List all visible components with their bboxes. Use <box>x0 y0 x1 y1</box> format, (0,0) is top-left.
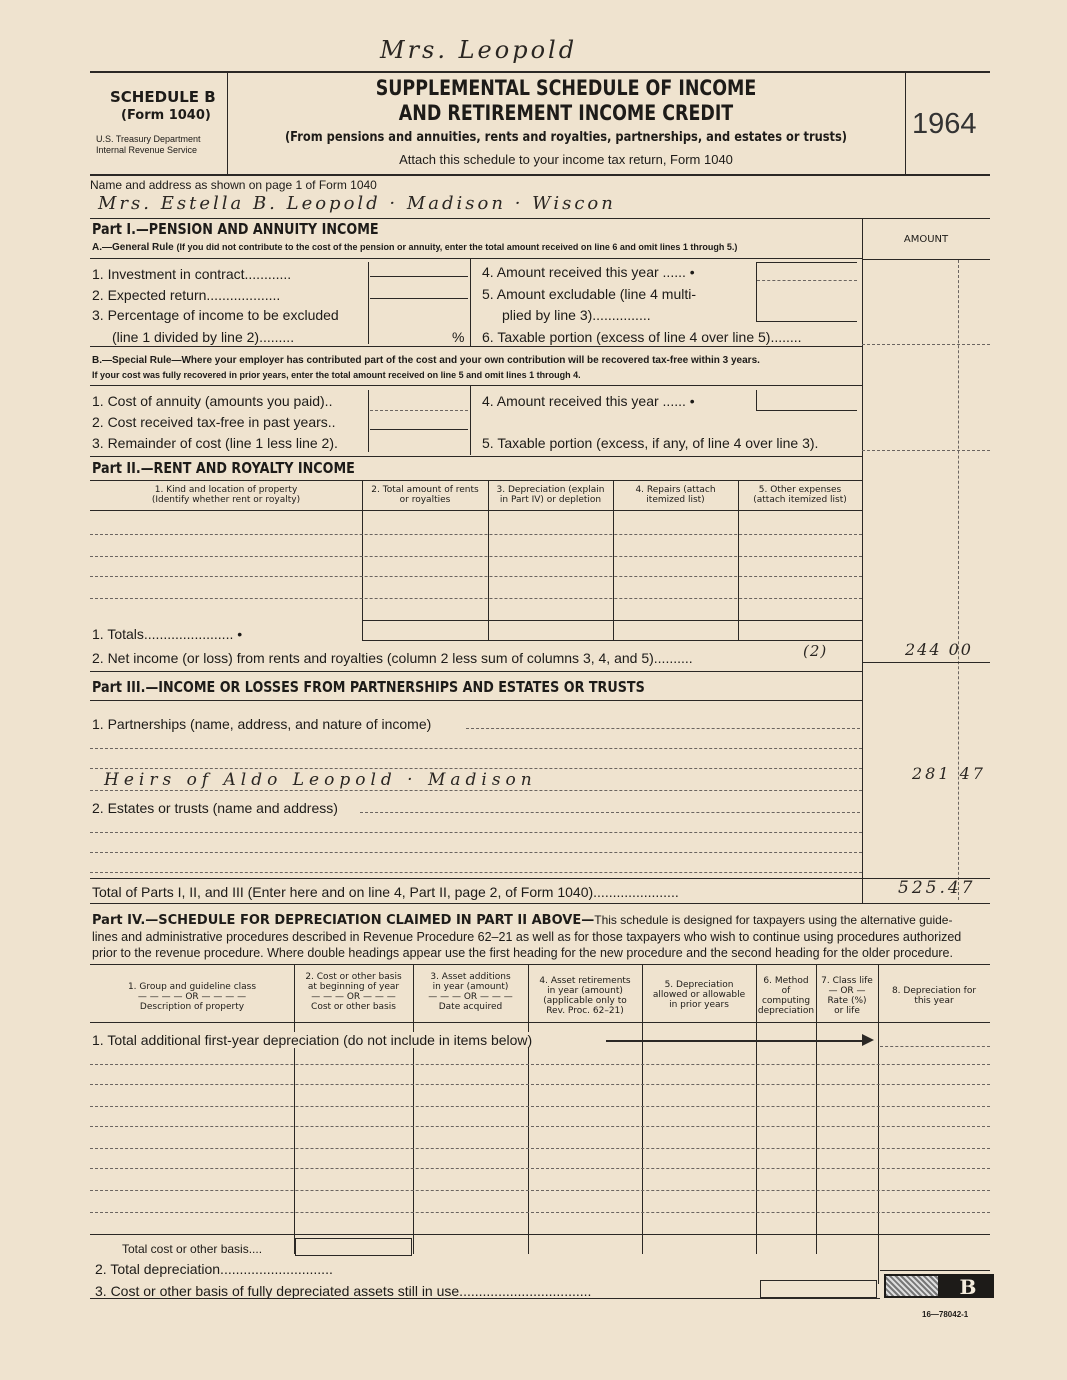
part2-totals-rule <box>362 640 862 641</box>
handwritten-name-address: Mrs. Estella B. Leopold · Madison · Wiscon <box>98 193 616 214</box>
a3a-label: 3. Percentage of income to be excluded <box>92 307 339 323</box>
part4-row-2[interactable] <box>90 1084 990 1085</box>
part4-header-bottom <box>90 1022 990 1023</box>
schedule-label: SCHEDULE B <box>110 88 216 106</box>
a2-field[interactable] <box>370 298 468 299</box>
a6-amount-field[interactable] <box>862 344 990 345</box>
amount-header-rule <box>862 259 990 260</box>
a6-label: 6. Taxable portion (excess of line 4 over line 5)........ <box>482 329 802 345</box>
part1-B-rule <box>90 346 862 347</box>
a4-a5-field[interactable] <box>756 262 857 322</box>
tax-year: 1964 <box>912 108 977 140</box>
schedule-b-badge <box>884 1274 994 1298</box>
part4-row-5[interactable] <box>90 1148 990 1149</box>
total-cost-label: Total cost or other basis.... <box>122 1242 263 1256</box>
badge-letter: B <box>959 1275 977 1299</box>
amount-col-left <box>862 218 863 904</box>
b2-label: 2. Cost received tax-free in past years.. <box>92 414 336 430</box>
part4-l3-label: 3. Cost or other basis of fully depreciated assets still in use.................................. <box>95 1283 592 1299</box>
part2-net-label: 2. Net income (or loss) from rents and royalties (column 2 less sum of columns 3, 4, and 5).......... <box>92 650 693 666</box>
part3-total-rule-top <box>90 878 990 879</box>
name-address-label: Name and address as shown on page 1 of Form 1040 <box>90 178 377 192</box>
part2-col-5: 5. Other expenses (attach itemized list) <box>753 485 847 505</box>
grand-total-amount: 525.47 <box>898 878 976 898</box>
b-field-left <box>368 390 369 452</box>
part4-bottom-rule <box>90 1298 880 1299</box>
part2-row-5 <box>362 620 862 621</box>
b4-field[interactable] <box>756 390 857 411</box>
b2-field[interactable] <box>370 429 468 430</box>
header-top-rule <box>90 71 990 73</box>
part2-row-1[interactable] <box>90 534 862 535</box>
handwritten-top-name: Mrs. Leopold <box>380 36 578 64</box>
part4-l1-label: 1. Total additional first-year depreciation (do not include in items below) <box>92 1032 536 1048</box>
part3-l2-line[interactable] <box>360 812 860 813</box>
part2-col-1: 1. Kind and location of property (Identify whether rent or royalty) <box>151 485 301 505</box>
part2-totals-label: 1. Totals....................... • <box>92 626 243 642</box>
part2-row-2[interactable] <box>90 556 862 557</box>
a1-field[interactable] <box>370 276 468 277</box>
a3-percent: % <box>452 329 465 345</box>
part3-row-1[interactable] <box>90 748 862 749</box>
part4-title-line <box>92 912 997 929</box>
part4-row-8[interactable] <box>90 1212 990 1213</box>
ruleB-label: B.—Special Rule—Where your employer has contributed part of the cost and your own contribution will be recovered tax-free within 3 years. <box>92 355 760 366</box>
part2-row-4[interactable] <box>90 598 862 599</box>
part4-col-7: 7. Class life — OR — Rate (%) or life <box>821 976 873 1016</box>
part4-row-4[interactable] <box>90 1126 990 1127</box>
part3-l1-line[interactable] <box>466 728 860 729</box>
part4-table-top <box>90 964 990 965</box>
part4-desc-1: This schedule is designed for taxpayers using the alternative guide- <box>594 913 953 927</box>
part3-row-2[interactable] <box>90 768 862 769</box>
a4-label: 4. Amount received this year ...... • <box>482 264 695 280</box>
b1-label: 1. Cost of annuity (amounts you paid).. <box>92 393 333 409</box>
b5-amount-field[interactable] <box>862 450 990 451</box>
part2-row-3[interactable] <box>90 576 862 577</box>
part4-l1-arrow-icon <box>862 1034 874 1046</box>
attach-note: Attach this schedule to your income tax return, Form 1040 <box>399 152 733 167</box>
part4-col-8: 8. Depreciation for this year <box>891 986 977 1006</box>
part2-table-top <box>90 480 862 481</box>
form-code: 16—78042-1 <box>922 1310 969 1319</box>
part4-row-9 <box>90 1234 990 1235</box>
grand-total-label: Total of Parts I, II, and III (Enter here and on line 4, Part II, page 2, of Form 1040)...................... <box>92 884 679 900</box>
partnership-entry: Heirs of Aldo Leopold · Madison <box>104 770 537 790</box>
badge-hatch <box>886 1276 938 1296</box>
part2-col-4: 4. Repairs (attach itemized list) <box>635 485 716 505</box>
total-cost-field[interactable] <box>295 1238 412 1256</box>
part4-col-2: 2. Cost or other basis at beginning of year — — — OR — — — Cost or other basis <box>305 972 402 1012</box>
amount-cents-divider <box>958 260 959 900</box>
part4-col-1: 1. Group and guideline class — — — — OR — — — — Description of property <box>127 982 257 1012</box>
part4-desc-2: lines and administrative procedures described in Revenue Procedure 62–21 as well as for those taxpayers who wish to continue using procedures authorized <box>92 930 962 944</box>
part4-row-3[interactable] <box>90 1106 990 1107</box>
a3b-label: (line 1 divided by line 2)......... <box>112 329 295 345</box>
part4-col-div-7 <box>878 964 879 1284</box>
part3-title: Part III.—INCOME OR LOSSES FROM PARTNERSHIPS AND ESTATES OR TRUSTS <box>92 678 645 696</box>
part3-rule <box>90 671 862 672</box>
part3-l1-label: 1. Partnerships (name, address, and nature of income) <box>92 716 432 732</box>
part4-l3-field[interactable] <box>760 1280 877 1298</box>
b4-label: 4. Amount received this year ...... • <box>482 393 695 409</box>
amount-header: AMOUNT <box>903 234 949 245</box>
a4-field-dash <box>757 280 857 281</box>
part4-l2-field[interactable] <box>880 1270 990 1271</box>
part3-row-6[interactable] <box>90 872 862 873</box>
part4-desc-3: prior to the revenue procedure. Where double headings appear use the first heading for the new procedure and the second heading for the older procedure. <box>92 946 953 960</box>
part4-row-6[interactable] <box>90 1168 990 1169</box>
a-field-left <box>368 262 369 344</box>
part4-l2-label: 2. Total depreciation............................. <box>95 1261 333 1277</box>
a5b-label: plied by line 3)............... <box>502 307 651 323</box>
part4-title: Part IV.—SCHEDULE FOR DEPRECIATION CLAIMED IN PART II ABOVE— <box>92 913 595 928</box>
part4-col-3: 3. Asset additions in year (amount) — — — OR — — — Date acquired <box>428 972 513 1012</box>
part4-l1-amount-field[interactable] <box>880 1046 990 1047</box>
part4-col-5: 5. Depreciation allowed or allowable in prior years <box>652 980 746 1010</box>
part3-total-rule-bottom <box>90 903 990 904</box>
ruleA-note: (If you did not contribute to the cost of the pension or annuity, enter the total amount received on line 6 and omit lines 1 through 5.) <box>176 242 738 252</box>
part2-col-3: 3. Depreciation (explain in Part IV) or depletion <box>496 485 605 505</box>
part3-row-5[interactable] <box>90 852 862 853</box>
part2-title: Part II.—RENT AND ROYALTY INCOME <box>92 459 355 477</box>
header-divider-right <box>905 71 906 174</box>
part2-rule <box>90 456 862 457</box>
partnership-amount: 281 47 <box>912 764 986 783</box>
b5-label: 5. Taxable portion (excess, if any, of line 4 over line 3). <box>482 435 819 451</box>
part1-B-divider <box>470 385 471 455</box>
ruleB-note: If your cost was fully recovered in prior years, enter the total amount received on line 5 and omit lines 1 through 4. <box>92 370 581 380</box>
part2-header-bottom <box>90 510 862 511</box>
part3-title-rule <box>90 700 862 701</box>
dept-line-2: Internal Revenue Service <box>96 145 198 155</box>
part1-ruleA <box>92 242 737 253</box>
part4-col-6: 6. Method of computing depreciation <box>757 976 815 1016</box>
part4-col-4: 4. Asset retirements in year (amount) (applicable only to Rev. Proc. 62–21) <box>539 976 631 1016</box>
ruleA-label: A.—General Rule <box>92 242 174 253</box>
part3-row-3[interactable] <box>90 790 862 791</box>
part4-l1-arrow-shaft <box>606 1040 868 1042</box>
b1-field[interactable] <box>370 410 468 411</box>
part1-A-divider <box>470 258 471 346</box>
part4-row-1[interactable] <box>90 1064 990 1065</box>
part3-l2-label: 2. Estates or trusts (name and address) <box>92 800 338 816</box>
dept-line-1: U.S. Treasury Department <box>96 134 201 144</box>
part1-B-inner-rule <box>90 385 862 386</box>
part1-title: Part I.—PENSION AND ANNUITY INCOME <box>92 220 379 238</box>
part1-A-rule <box>90 258 862 259</box>
page-title-1: SUPPLEMENTAL SCHEDULE OF INCOME <box>375 76 757 100</box>
part2-net-amount-rule <box>862 662 990 663</box>
part2-handwritten-mark: (2) <box>803 642 828 660</box>
part2-col-2: 2. Total amount of rents or royalties <box>371 485 479 505</box>
part3-row-4[interactable] <box>90 832 862 833</box>
page-title-2: AND RETIREMENT INCOME CREDIT <box>398 101 734 125</box>
a2-label: 2. Expected return................... <box>92 287 281 303</box>
header-bottom-rule <box>90 174 990 176</box>
part4-row-7[interactable] <box>90 1190 990 1191</box>
b3-label: 3. Remainder of cost (line 1 less line 2). <box>92 435 338 451</box>
part2-net-amount: 244 00 <box>905 640 973 659</box>
form-label: (Form 1040) <box>121 108 211 123</box>
page-subtitle: (From pensions and annuities, rents and royalties, partnerships, and estates or trusts) <box>284 130 848 145</box>
a5a-label: 5. Amount excludable (line 4 multi- <box>482 286 696 302</box>
a1-label: 1. Investment in contract............ <box>92 266 292 282</box>
part4-header <box>92 912 997 961</box>
amount-top-rule <box>90 218 990 219</box>
